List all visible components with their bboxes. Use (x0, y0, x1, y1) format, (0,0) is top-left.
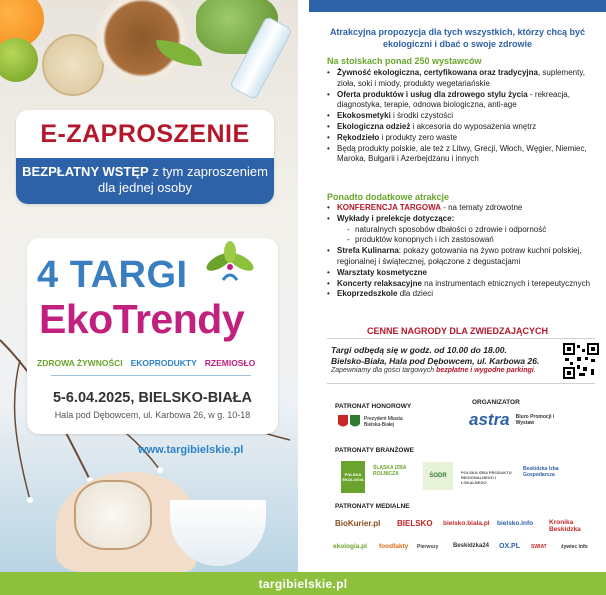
website-link[interactable]: www.targibielskie.pl (138, 444, 244, 456)
cheese-image (74, 480, 152, 550)
tag-crafts: RZEMIOSŁO (204, 358, 256, 368)
swiat-logo: SWIAT (531, 544, 547, 550)
stands-title: Na stoiskach ponad 250 wystawców (327, 56, 482, 66)
city-crest-icon (337, 414, 361, 430)
invitation-title: E-ZAPROSZENIE (40, 119, 250, 148)
beskidzka-izba-logo: Beskidzka Izba Gospodarcza (523, 466, 559, 478)
industry-label: PATRONATY BRANŻOWE (335, 447, 414, 454)
tag-eco-products: EKOPRODUKTY (130, 358, 197, 368)
opening-info: Targi odbędą się w godz. od 10.00 do 18.00. Bielsko-Biała, Hala pod Dębowcem, ul. Karbowa 26. (331, 345, 540, 366)
info-panel (309, 0, 606, 572)
patronage-label: PATRONAT HONOROWY (335, 403, 412, 410)
ekotrendy-logo-icon (201, 240, 259, 286)
ekologia-logo: ekologia.pl (333, 543, 367, 550)
list-subitem: - produktów konopnych i ich zastosowań (327, 235, 595, 246)
extras-title: Ponadto dodatkowe atrakcje (327, 192, 450, 202)
cover-panel (0, 0, 298, 572)
brand-name: EkoTrendy (39, 296, 245, 342)
list-item: • Strefa Kulinarna: pokazy gotowania na żywo potraw kuchni polskiej, regionalnej i świątecznej, połączone z degustacjami (327, 246, 595, 268)
list-item: • Ekologiczna odzież i akcesoria do wyposażenia wnętrz (327, 122, 595, 133)
kronika-beskidzka-logo: Kronika Beskidzka (549, 519, 581, 533)
pipril-logo: POLSKA IZBA PRODUKTU REGIONALNEGO I LOKALNEGO (461, 469, 512, 485)
list-item: • Rękodzieło i produkty zero waste (327, 133, 595, 144)
organizer-logo: astra Biuro Promocji i Wystaw (469, 410, 555, 429)
biokurier-logo: BioKurier.pl (335, 519, 381, 528)
apple-image (0, 38, 38, 82)
divider (51, 375, 251, 376)
list-item: • Będą produkty polskie, ale też z Litwy, Grecji, Włoch, Węgier, Niemiec, Maroka, Bułgarii i Azerbejdżanu i innych (327, 144, 595, 166)
beskidzka24-logo: Beskidzka24 (453, 543, 490, 549)
list-item: • Oferta produktów i usług dla zdrowego stylu życia - rekreacja, diagnostyka, terapie, odnowa biologiczna, anti-age (327, 90, 595, 112)
foodfakty-logo: foodfakty (379, 543, 409, 550)
list-item: • Żywność ekologiczna, certyfikowana oraz tradycyjna, suplementy, zioła, soki i miody, produkty wegetariańskie (327, 68, 595, 90)
edition-label: 4 TARGI (37, 254, 188, 296)
rice-cake-image (42, 34, 104, 96)
intro-text: Atrakcyjna propozycja dla tych wszystkich, którzy chcą być ekologiczni i dbać o swoje zdrowie (329, 27, 586, 49)
list-item: • Warsztaty kosmetyczne (327, 268, 595, 279)
free-entry-banner (16, 158, 274, 204)
tag-healthy-food: ZDROWA ŻYWNOŚCI (37, 358, 123, 368)
organizer-label: ORGANIZATOR (472, 399, 520, 406)
city-patron-logo: Prezydent Miasta Bielska-Białej (337, 414, 410, 430)
ox-pl-logo: OX.PL (499, 543, 521, 550)
pierwszy-logo: Pierwszy (417, 544, 439, 550)
bielsko-biala-logo: bielsko.biala.pl (443, 520, 490, 527)
event-date: 5-6.04.2025, BIELSKO-BIAŁA (52, 390, 253, 406)
list-item: • Ekokosmetyki i środki czystości (327, 111, 595, 122)
footer-bar (0, 572, 606, 595)
polska-ekologia-logo: POLSKA EKOLOGIA (341, 461, 365, 493)
invitation-card (16, 110, 274, 204)
prizes-heading: CENNE NAGRODY DLA ZWIEDZAJĄCYCH (366, 326, 548, 336)
slaska-izba-logo: ŚLĄSKA IZBA ROLNICZA (373, 465, 407, 477)
list-item: • KONFERENCJA TARGOWA - na tematy zdrowotne (327, 203, 595, 214)
stands-list (327, 68, 595, 165)
qr-code-icon[interactable] (563, 343, 599, 379)
media-label: PATRONATY MEDIALNE (335, 503, 410, 510)
extras-list (327, 203, 595, 300)
top-bar (309, 0, 606, 12)
bielsko-info-logo: bielsko.info (497, 520, 534, 527)
free-entry-line2: dla jednej osoby (98, 180, 192, 195)
free-entry-rest: z tym zaproszeniem (148, 164, 268, 179)
info-box (327, 338, 595, 384)
sodr-logo: ŚODR (423, 462, 453, 490)
footer-website-link[interactable]: targibielskie.pl (258, 576, 348, 591)
list-subitem: - naturalnych sposobów dbałości o zdrowie i odporność (327, 225, 595, 236)
zywiec-info-logo: żywiec info (561, 544, 588, 550)
category-tags (37, 358, 277, 368)
event-card (27, 238, 278, 434)
parking-info: Zapewniamy dla gości targowych bezpłatne i wygodne parkingi. (331, 367, 536, 374)
bielsko-radio-logo: BIELSKO (397, 519, 433, 528)
event-place: Hala pod Dębowcem, ul. Karbowa 26, w g. 10-18 (54, 410, 251, 420)
list-item: • Koncerty relaksacyjne na instrumentach etnicznych i terepeutycznych (327, 279, 595, 290)
list-item: • Wykłady i prelekcje dotyczące: (327, 214, 595, 225)
free-entry-bold: BEZPŁATNY WSTĘP (22, 164, 149, 179)
list-item: • Ekoprzedszkole dla dzieci (327, 289, 595, 300)
